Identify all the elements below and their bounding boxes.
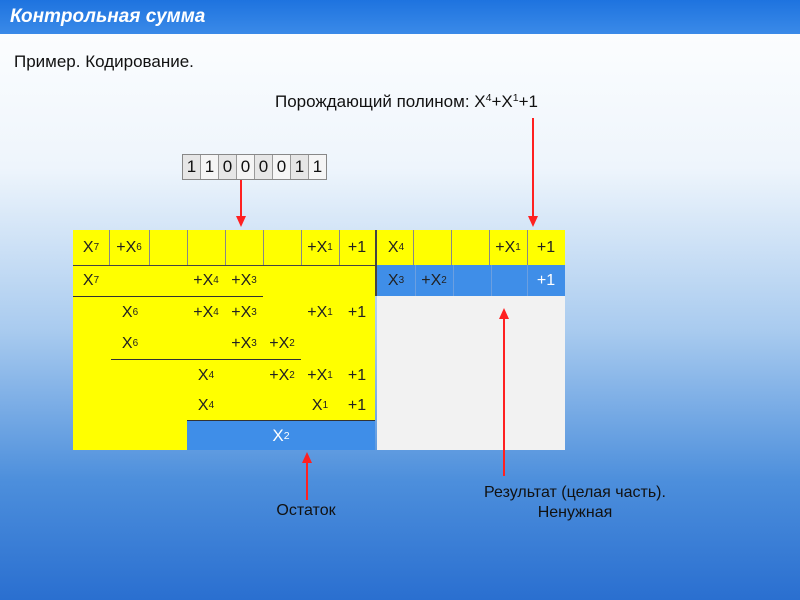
term-x4: X 4 [197,366,215,384]
term-x7: X 7 [82,238,100,256]
title-bar [0,0,800,34]
poly-term: +X [491,92,513,111]
arrow-down-bits-head [236,216,246,227]
generator-polynomial [275,92,538,112]
term-x3: +X 3 [231,334,257,352]
arrow-up-result-line [503,318,505,476]
poly-exp: 4 [485,92,492,105]
bit-cell: 1 [291,155,309,179]
term-x6: +X 6 [116,238,142,256]
result-caption [440,484,710,522]
quotient-const: +1 [536,271,556,289]
result-caption-line1: Результат (целая часть). [484,484,666,501]
term-x3: +X 3 [231,271,257,289]
arrow-up-result-head [499,308,509,319]
arrow-up-remainder-line [306,462,308,500]
arrow-down-bits-line [240,180,242,218]
arrow-down-poly-line [532,118,534,218]
poly-term: +1 [518,92,539,111]
polynomial-label: Порождающий полином: [275,92,475,111]
bit-sequence [182,154,327,180]
bit-cell: 0 [255,155,273,179]
term-x1: X 1 [311,396,329,414]
arrow-up-remainder-head [302,452,312,463]
term-x4: X 4 [197,396,215,414]
poly-term: X [474,92,486,111]
term-const: +1 [347,396,367,414]
bit-cell: 0 [273,155,291,179]
term-x2: +X 2 [269,366,295,384]
term-const: +1 [347,366,367,384]
bit-cell: 1 [201,155,219,179]
remainder-cell: X 2 [187,421,375,450]
bit-cell: 1 [183,155,201,179]
term-const: +1 [347,238,367,256]
remainder-caption: Остаток [276,502,336,519]
divisor-const: +1 [536,238,556,256]
term-x2: +X 2 [269,334,295,352]
term-const: +1 [347,303,367,321]
term-x6: X 6 [121,334,139,352]
quotient-x2: +X 2 [421,271,447,289]
poly-exp: 1 [512,92,519,105]
bit-cell: 0 [237,155,255,179]
term-x4: +X 4 [193,303,219,321]
bit-cell: 1 [309,155,326,179]
term-x4: +X 4 [193,271,219,289]
term-x6: X 6 [121,303,139,321]
page-title: Контрольная сумма [10,6,206,27]
arrow-down-poly-head [528,216,538,227]
bit-cell: 0 [219,155,237,179]
quotient-empty-area [377,296,565,450]
term-x1: +X 1 [307,238,333,256]
term-x1: +X 1 [307,303,333,321]
divisor-x1: +X 1 [495,238,521,256]
term-x1: +X 1 [307,366,333,384]
term-x3: +X 3 [231,303,257,321]
subtitle: Пример. Кодирование. [14,52,194,71]
quotient-x3: X 3 [387,271,405,289]
result-caption-line2: Ненужная [537,504,613,521]
term-x7: X 7 [82,271,100,289]
divisor-x4: X 4 [387,238,405,256]
